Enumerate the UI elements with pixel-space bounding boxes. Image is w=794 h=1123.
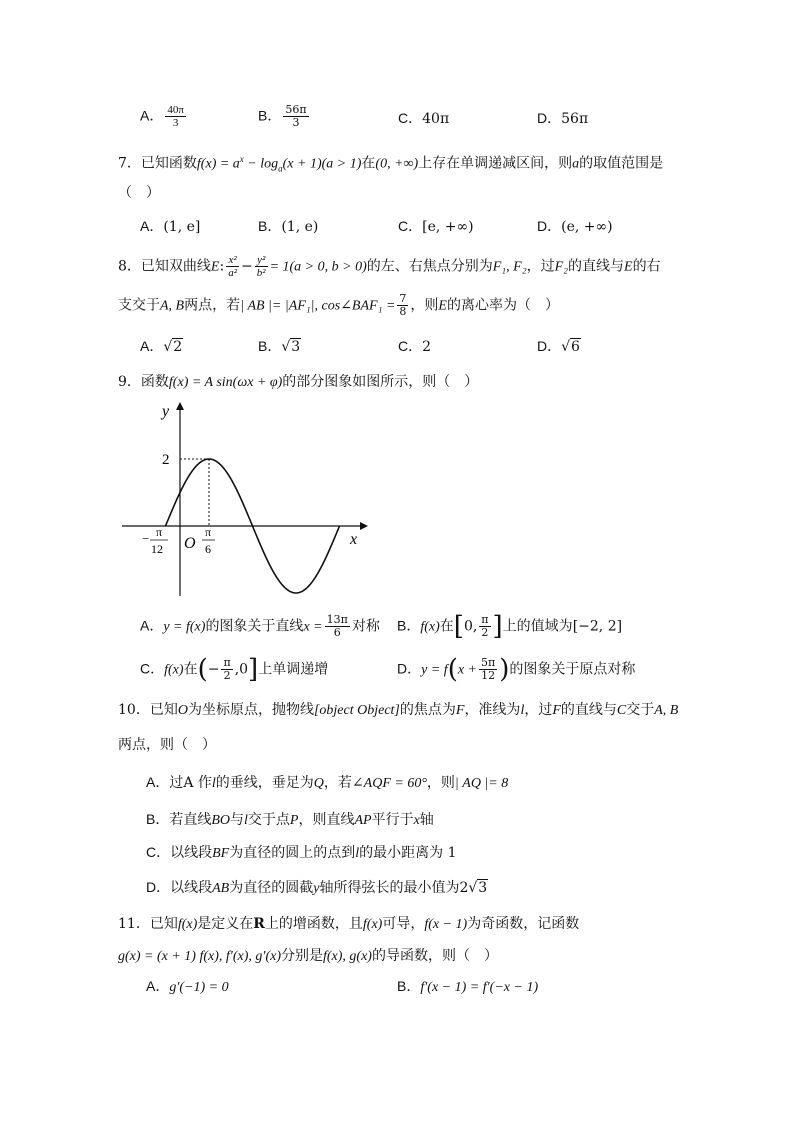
q10-stem-line2: 两点，则（ ） (118, 737, 216, 753)
ymax-label: 2 (162, 452, 170, 468)
q8-option-a: A．√2 (140, 338, 183, 355)
q11-stem-line1: 11．已知f(x)是定义在R上的增函数，且f(x)可导，f(x − 1)为奇函数，记函数 (118, 916, 580, 932)
q7-option-b: B．(1, e) (258, 218, 319, 235)
q10-option-a: A．过A 作l的垂线，垂足为Q，若∠AQF = 60°，则| AQ |= 8 (146, 774, 509, 791)
q6-option-c: C．40π (398, 110, 450, 127)
q7-option-d: D．(e, +∞) (537, 218, 613, 235)
q9-option-b: B．f(x)在[0, $\frac{\pi}{2}$ ]上的值域为[−2, 2] (397, 611, 623, 642)
q6-option-a: A． $\frac{40\pi}{3}$ (140, 104, 184, 129)
y-axis-arrow (176, 402, 184, 410)
q7-option-a: A．(1, e] (140, 218, 201, 235)
q9-option-a: A．y = f(x)的图象关于直线x = $\frac{13\pi}{6}$ 对称 (140, 613, 380, 639)
q10-stem-line1: 10．已知O为坐标原点，抛物线[object Object]的焦点为F，准线为l，过F的直线与C交于A, B (118, 702, 679, 718)
q9-option-d: D．y = f(x + $\frac{5\pi}{12}$ )的图象关于原点对称 (397, 654, 636, 685)
q11-option-a: A．g′(−1) = 0 (146, 978, 229, 995)
q10-option-d: D．以线段AB为直径的圆截y轴所得弦长的最小值为2√3 (146, 879, 488, 896)
tick-left-sign: − (142, 531, 150, 546)
q7-answer-paren: （ ） (118, 185, 160, 201)
q8-option-b: B．√3 (258, 338, 301, 355)
q8-stem-line2: 支交于A, B两点，若| AB |= |AF₁|, cos∠BAF₁ = $\frac{7}{8}$ ，则E的离心率为（ ） (118, 292, 559, 318)
q10-option-b: B．若直线BO与l交于点P，则直线AP平行于x轴 (146, 811, 434, 828)
q8-option-d: D．√6 (537, 338, 580, 355)
q10-option-c: C．以线段BF为直径的圆上的点到l的最小距离为 1 (146, 844, 457, 861)
q6-option-b: B． $\frac{56\pi}{3}$ (258, 103, 307, 129)
q8-option-c: C．2 (398, 338, 432, 355)
q11-option-b: B．f′(x − 1) = f′(−x − 1) (397, 978, 539, 995)
q7-option-c: C．[e, +∞) (398, 218, 474, 235)
tick-right-num: π (205, 525, 212, 539)
tick-left-den: 12 (151, 542, 163, 556)
x-axis-arrow (360, 522, 368, 530)
x-axis-label: x (350, 531, 358, 548)
q6-option-d: D．56π (537, 110, 589, 127)
tick-right-den: 6 (205, 542, 211, 556)
q9-option-c: C．f(x)在(− $\frac{\pi}{2}$ ,0]上单调递增 (140, 654, 329, 685)
q7-stem: 7．已知函数$f(x) = a^x - \log_a(x + 1)(a > 1)$在(0, +∞)上存在单调递减区间，则a的取值范围是 (118, 154, 664, 174)
tick-left-num: π (156, 525, 163, 539)
q9-sine-graph (118, 398, 368, 600)
y-axis-label: y (162, 403, 170, 420)
q8-stem-line1: 8．已知双曲线E: $\frac{\text{x²}}{\text{a²}}$ − $\frac{\text{y²}}{\text{b²}}$ = 1(a > 0, b > 0)的左、右焦点分别为F₁, F₂，过F₂的直线与E的右 (118, 254, 661, 279)
q11-stem-line2: g(x) = (x + 1) f(x), f′(x), g′(x)分别是f(x), g(x)的导函数，则（ ） (118, 948, 498, 964)
origin-label: O (184, 535, 196, 552)
q9-stem: 9．函数f(x) = A sin(ωx + φ)的部分图象如图所示，则（ ） (118, 374, 479, 390)
